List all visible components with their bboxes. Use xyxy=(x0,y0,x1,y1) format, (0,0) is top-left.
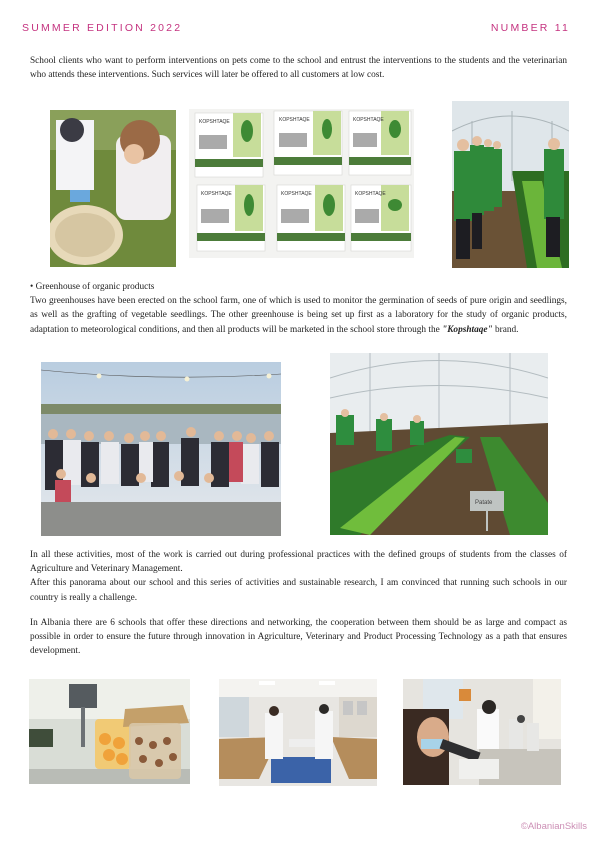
photo-microscopes xyxy=(403,679,561,785)
label-brand-text: KOPSHTAQE xyxy=(279,117,310,123)
photo-product-labels xyxy=(189,109,414,258)
greenhouse-heading: • Greenhouse of organic products xyxy=(30,282,155,292)
photo-greenhouse-work xyxy=(330,353,548,535)
edition-label: SUMMER EDITION 2022 xyxy=(22,22,183,34)
photo-group-lake xyxy=(41,362,281,536)
closing-paragraph-1a: In all these activities, most of the work is carried out during professional practices with the defined groups of students from the classes of Agriculture and Veterinary Management. xyxy=(30,550,567,575)
label-brand-text: KOPSHTAQE xyxy=(199,119,230,125)
closing-paragraph-2: In Albania there are 6 schools that offer these directions and networking, the cooperation between them should be as large and compact as possible in order to ensure the future through innovation in Agriculture, Veterinary and Product Processing Technology as a path that ensures development. xyxy=(30,617,567,657)
label-brand-text: KOPSHTAQE xyxy=(201,191,232,197)
kopshtaqe-brand: "Kopshtaqe" xyxy=(442,324,493,335)
label-brand-text: KOPSHTAQE xyxy=(281,191,312,197)
intro-paragraph xyxy=(30,54,567,82)
photo-lab-jars xyxy=(29,679,190,784)
greenhouse-body: Two greenhouses have been erected on the school farm, one of which is used to monitor the germination of seeds of pure origin and seedlings, as well as the grafting of vegetable seedlings. The other greenhouse is being set up first as a laboratory for the study of organic products, adaptation to meteorological conditions, and then all products will be marketed in the school store through the "Kopshtaqe" brand. xyxy=(30,296,567,335)
greenhouse-section xyxy=(30,280,567,337)
copyright-footer: ©AlbanianSkills xyxy=(520,821,587,832)
spacer xyxy=(30,605,567,616)
issue-number: NUMBER 11 xyxy=(490,22,570,34)
label-brand-text: KOPSHTAQE xyxy=(353,117,384,123)
closing-paragraph-1b: After this panorama about our school and this series of activities and sustainable research, I am convinced that running such schools in our country is really a challenge. xyxy=(30,578,567,603)
photo-lab-classroom xyxy=(219,679,377,786)
photo-students-sheep xyxy=(50,110,176,267)
label-brand-text: KOPSHTAQE xyxy=(355,191,386,197)
greenhouse-sign-text: Patate xyxy=(475,500,493,506)
closing-section xyxy=(30,548,567,658)
photo-students-greenhouse xyxy=(452,101,569,268)
intro-text: School clients who want to perform interventions on pets come to the school and entrust the interventions to the students and the veterinarian who attends these interventions. Such services will later be offered to all customers at low cost. xyxy=(30,56,567,81)
